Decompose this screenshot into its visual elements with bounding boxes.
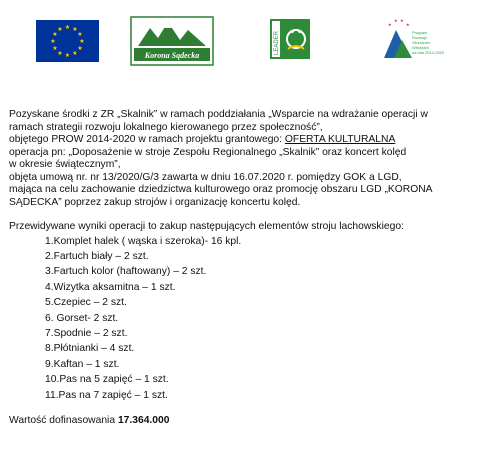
project-label: objętego PROW 2014-2020 w ramach projektu grantowego:: [9, 134, 285, 145]
list-item: 3.Fartuch kolor (haftowany) – 2 szt.: [45, 266, 207, 278]
intro-line: operacja pn: „Doposażenie w stroje Zespołu Regionalnego „Skalnik” oraz koncert kolęd: [9, 146, 407, 158]
prow-logo-caption: [412, 30, 446, 55]
svg-text:★: ★: [50, 38, 56, 45]
intro-line: w okresie świątecznym”,: [9, 159, 121, 170]
svg-text:★: ★: [388, 22, 392, 27]
announcement-body: [9, 109, 475, 427]
results-list: [9, 234, 475, 403]
funding-label: Wartość dofinasowania: [9, 414, 118, 426]
prow-caption-line: na lata 2014-2020: [412, 50, 445, 55]
svg-text:★: ★: [57, 26, 63, 33]
intro-line: SĄDECKA” poprzez zakup strojów i organizację koncertu kolęd.: [9, 196, 301, 208]
list-item: 11.Pas na 7 zapięć – 1 szt.: [45, 389, 168, 401]
project-name: OFERTA KULTURALNA: [284, 134, 396, 145]
intro-line: [9, 134, 475, 147]
prow-caption-line: Wiejskich: [412, 45, 429, 50]
svg-text:★: ★: [52, 45, 58, 52]
intro-line: objęta umową nr. nr 13/2020/G/3 zawarta w dniu 16.07.2020 r. pomiędzy GOK a LGD,: [9, 171, 402, 183]
list-item: 9.Kaftan – 1 szt.: [45, 358, 120, 370]
funding-line: [9, 415, 475, 428]
svg-text:★: ★: [64, 52, 71, 59]
prow-caption-line: Rozwoju: [412, 35, 428, 40]
korona-logo-text: Korona Sądecka: [144, 51, 200, 60]
prow-caption-line: Program: [412, 30, 428, 35]
list-item: 7.Spodnie – 2 szt.: [45, 327, 128, 339]
prow-caption-line: Obszarów: [412, 40, 431, 45]
intro-line: Pozyskane środki z ZR „Skalnik” w ramach poddziałania „Wsparcie na wdrażanie operacji w: [9, 109, 428, 120]
leader-logo-text: LEADER: [274, 30, 280, 55]
svg-text:★: ★: [400, 18, 404, 23]
list-item: 4.Wizytka aksamitna – 1 szt.: [45, 281, 176, 293]
list-item: 6. Gorset- 2 szt.: [45, 312, 119, 324]
svg-text:★: ★: [394, 18, 398, 23]
svg-text:★: ★: [57, 50, 63, 57]
list-item: 5.Czepiec – 2 szt.: [45, 297, 127, 309]
list-item: 10.Pas na 5 zapięć – 1 szt.: [45, 374, 169, 386]
svg-text:★: ★: [64, 24, 71, 31]
logo-row: [0, 16, 479, 66]
svg-text:★: ★: [72, 26, 78, 33]
eu-flag-logo: [36, 20, 99, 62]
funding-value: 17.364.000: [117, 414, 170, 426]
svg-text:★: ★: [79, 38, 85, 45]
svg-text:★: ★: [52, 31, 58, 38]
list-item: 1.Komplet halek ( wąska i szeroka)- 16 kpl.: [45, 235, 242, 247]
svg-text:★: ★: [72, 50, 78, 57]
korona-sadecka-logo: [130, 16, 214, 66]
leader-logo: [270, 19, 310, 59]
svg-text:★: ★: [77, 31, 83, 38]
svg-text:★: ★: [77, 45, 83, 52]
intro-line: mająca na celu zachowanie dziedzictwa kulturowego oraz promocję obszaru LGD „KORONA: [9, 184, 433, 195]
results-heading: Przewidywane wyniki operacji to zakup następujących elementów stroju lachowskiego:: [9, 221, 404, 232]
intro-line: ramach strategii rozwoju lokalnego kierowanego przez społeczność”,: [9, 121, 323, 133]
svg-text:★: ★: [406, 22, 410, 27]
list-item: 8.Płótnianki – 4 szt.: [45, 343, 135, 355]
list-item: 2.Fartuch biały – 2 szt.: [45, 250, 149, 262]
